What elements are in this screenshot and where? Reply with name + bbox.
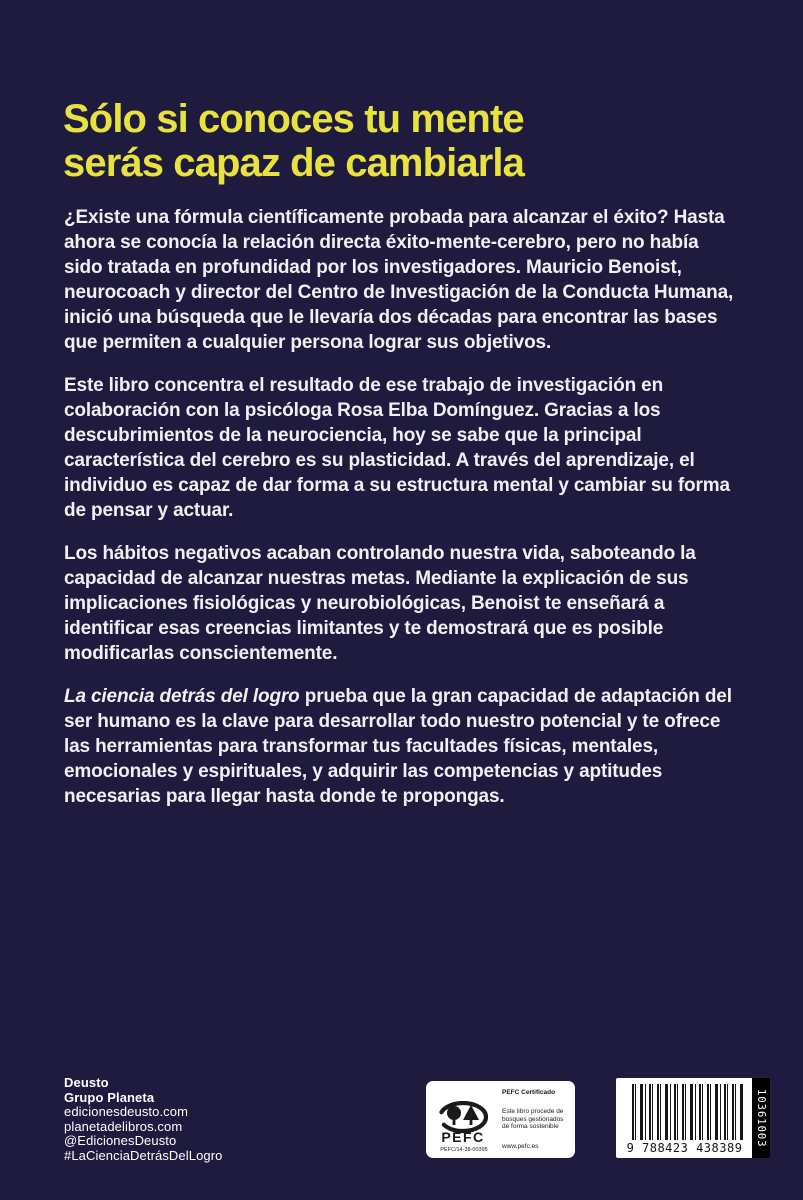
barcode-label: [616, 1078, 770, 1158]
pefc-claim: Este libro procede de bosques gestionados de forma sostenible: [502, 1108, 564, 1131]
pefc-label: [426, 1081, 575, 1158]
pefc-certified-label: PEFC Certificado: [502, 1089, 556, 1096]
barcode-white-panel: [616, 1078, 752, 1158]
publisher-url: edicionesdeusto.com: [64, 1104, 189, 1119]
blurb-paragraph: [64, 684, 742, 809]
publisher-social-handle: @EdicionesDeusto: [64, 1133, 177, 1148]
blurb-paragraph: Los hábitos negativos acaban controlando nuestra vida, saboteando la capacidad de alcanzar nuestras metas. Mediante la explicación de sus implicaciones fisiológicas y neurobiológicas, Benoist te enseñará a identificar esas creencias limitantes y te demostrará que es posible modificarlas conscientemente.: [64, 543, 696, 664]
pefc-website: www.pefc.es: [502, 1142, 539, 1150]
publisher-block: [64, 1076, 223, 1163]
barcode-spine-code: 10361003: [755, 1088, 767, 1148]
blurb-paragraph-rest: prueba que la gran capacidad de adaptación del ser humano es la clave para desarrollar todo nuestro potencial y te ofrece las herramientas para transformar tus facultades físicas, mentales, emocionales y espirituales, y adquirir las competencias y aptitudes necesarias para llegar hasta donde te propongas.: [64, 686, 732, 807]
pefc-text-block: [495, 1087, 567, 1153]
headline: [63, 97, 524, 185]
publisher-url: planetadelibros.com: [64, 1118, 183, 1134]
svg-text:PEFC: PEFC: [441, 1129, 485, 1145]
pefc-trees-icon: [436, 1101, 492, 1145]
pefc-license-number: PEFC/14-38-00395: [440, 1147, 488, 1153]
headline-line-2: serás capaz de cambiarla: [63, 141, 524, 185]
barcode-ean-number: 9 788423 438389: [626, 1141, 743, 1155]
blurb-paragraph: Este libro concentra el resultado de ese trabajo de investigación en colaboración con la psicóloga Rosa Elba Domínguez. Gracias a los descubrimientos de la neurociencia, hoy se sabe que la principal característica del cerebro es su plasticidad. A través del aprendizaje, el individuo es capaz de dar forma a su estructura mental y cambiar su forma de pensar y actuar.: [64, 375, 730, 521]
barcode-bars: [632, 1084, 745, 1140]
publisher-group: Grupo Planeta: [64, 1089, 155, 1105]
publisher-brand: Deusto: [64, 1075, 109, 1090]
publisher-hashtag: #LaCienciaDetrásDelLogro: [64, 1147, 223, 1163]
book-title-italic: La ciencia detrás del logro: [64, 686, 300, 707]
barcode-side-strip: [752, 1078, 770, 1158]
blurb-paragraph: ¿Existe una fórmula científicamente probada para alcanzar el éxito? Hasta ahora se conocía la relación directa éxito-mente-cerebro, pero no había sido tratada en profundidad por los investigadores. Mauricio Benoist, neurocoach y director del Centro de Investigación de la Conducta Humana, inició una búsqueda que le llevaría dos décadas para encontrar las bases que permiten a cualquier persona lograr sus objetivos.: [64, 207, 734, 353]
pefc-logo-block: [433, 1087, 495, 1153]
headline-line-1: Sólo si conoces tu mente: [63, 97, 524, 141]
blurb: [64, 205, 742, 827]
